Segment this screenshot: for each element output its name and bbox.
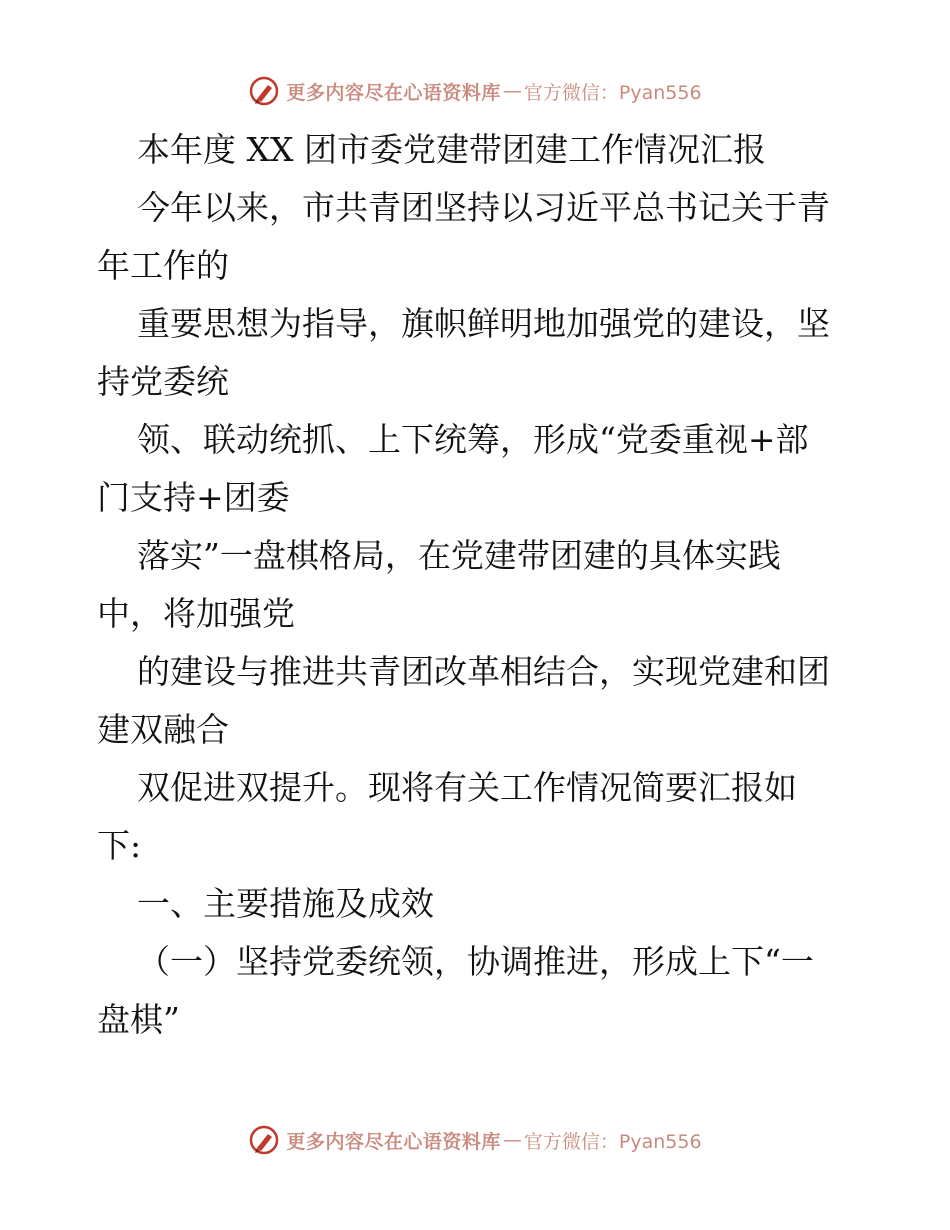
watermark-contact: 官方微信：Pyan556 xyxy=(523,1130,702,1153)
paragraph-line: 持党委统 xyxy=(97,362,229,401)
document-title: 本年度 XX 团市委党建带团建工作情况汇报 xyxy=(137,130,766,169)
paragraph-line: 的建设与推进共青团改革相结合，实现党建和团 xyxy=(137,652,830,691)
header-watermark xyxy=(0,71,950,111)
watermark-site-text: 更多内容尽在心语资料库 xyxy=(286,1130,501,1153)
section-heading: 一、主要措施及成效 xyxy=(137,884,434,923)
paragraph-line: 下: xyxy=(97,826,142,865)
paragraph-line: 建双融合 xyxy=(97,710,229,749)
pen-logo-icon xyxy=(248,75,280,107)
watermark-separator: — xyxy=(502,1129,522,1151)
paragraph-line: 门支持+团委 xyxy=(97,478,290,517)
paragraph-line: 重要思想为指导，旗帜鲜明地加强党的建设，坚 xyxy=(137,304,830,343)
watermark-contact: 官方微信：Pyan556 xyxy=(523,81,702,104)
document-body xyxy=(97,121,867,1049)
watermark-site-text: 更多内容尽在心语资料库 xyxy=(286,81,501,104)
watermark-separator: — xyxy=(502,80,522,102)
subsection-heading-continued: 盘棋” xyxy=(97,1000,180,1039)
paragraph-line: 落实”一盘棋格局，在党建带团建的具体实践 xyxy=(137,536,781,575)
paragraph-line: 领、联动统抓、上下统筹，形成“党委重视+部 xyxy=(137,420,809,459)
paragraph-line: 今年以来，市共青团坚持以习近平总书记关于青 xyxy=(137,188,830,227)
paragraph-line: 中，将加强党 xyxy=(97,594,295,633)
pen-logo-icon xyxy=(248,1124,280,1156)
paragraph-line: 双促进双提升。现将有关工作情况简要汇报如 xyxy=(137,768,797,807)
paragraph-line: 年工作的 xyxy=(97,246,229,285)
subsection-heading: （一）坚持党委统领，协调推进，形成上下“一 xyxy=(137,942,814,981)
footer-watermark xyxy=(0,1120,950,1160)
